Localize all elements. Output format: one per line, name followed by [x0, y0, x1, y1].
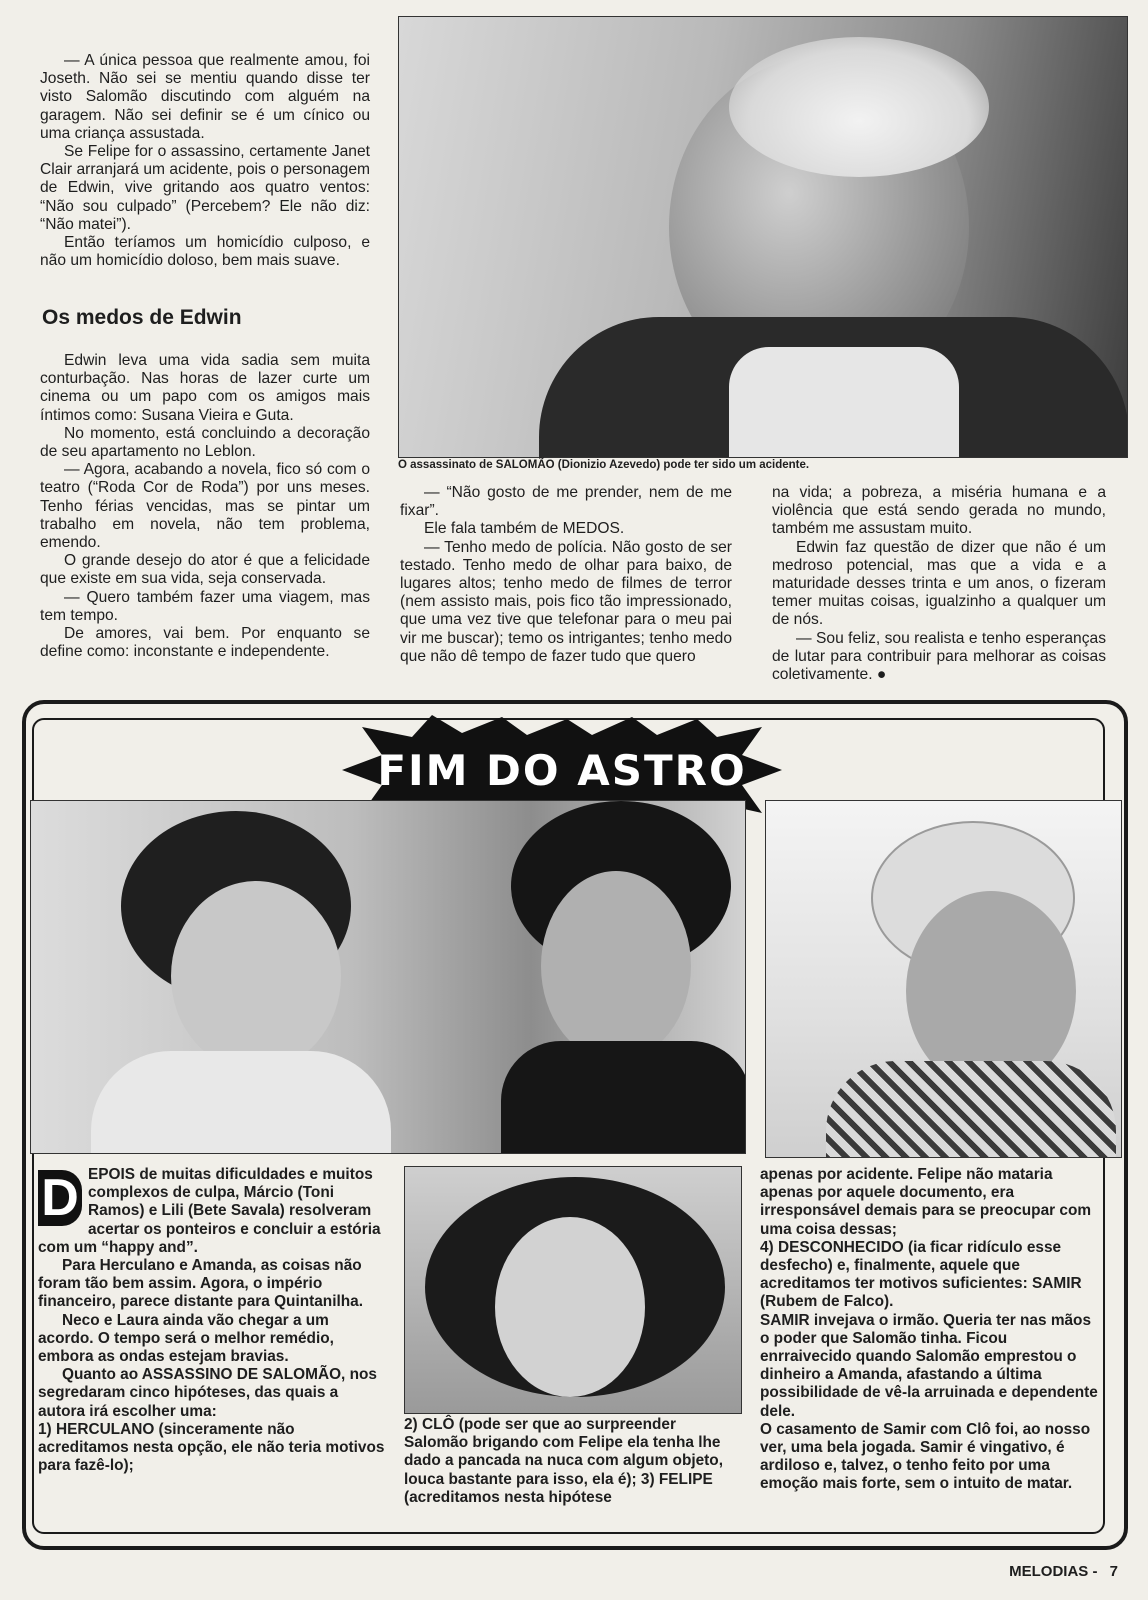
photo-shirt-pattern [826, 1061, 1116, 1158]
opening-text: EPOIS de muitas dificuldades e muitos complexos de culpa, Márcio (Toni Ramos) e Lili (Bete Savala) resolveram acertar os ponteiros e concluir a estória com um “happy and”. [38, 1166, 381, 1256]
article-column-3 [772, 484, 1106, 684]
paragraph: — Quero também fazer uma viagem, mas tem tempo. [40, 588, 370, 624]
photo-man-face [541, 871, 691, 1061]
photo-woman-body [91, 1051, 391, 1154]
paragraph: Para Herculano e Amanda, as coisas não foram tão bem assim. Agora, o império financeiro, parece distante para Quintanilha. [38, 1257, 363, 1311]
paragraph: Edwin faz questão de dizer que não é um medroso potencial, mas que a vida e a maturidade desses trinta e um anos, o fizeram temer muitas coisas, igualzinho a qualquer um de nós. [772, 538, 1106, 629]
paragraph: No momento, está concluindo a decoração de seu apartamento no Leblon. [40, 424, 370, 461]
paragraph: 1) HERCULANO (sinceramente não acreditamos nesta opção, ele não teria motivos para fazê-lo); [38, 1420, 385, 1475]
paragraph: Se Felipe for o assassino, certamente Janet Clair arranjará um acidente, pois o personagem de Edwin, vive gritando aos quatro ventos: “Não sou culpado” (Percebem? Ele não diz: “Não matei”). [40, 143, 370, 233]
section-heading: Os medos de Edwin [42, 306, 242, 329]
paragraph: — “Não gosto de me prender, nem de me fixar”. [400, 484, 732, 520]
article-column-1-body [40, 352, 370, 661]
photo-clo [404, 1166, 742, 1414]
page-number: 7 [1109, 1563, 1118, 1580]
paragraph: Neco e Laura ainda vão chegar a um acordo. O tempo será o melhor remédio, embora as ondas estejam bravias. [38, 1311, 334, 1366]
magazine-name: MELODIAS - [1009, 1563, 1098, 1580]
paragraph: Edwin leva uma vida sadia sem muita conturbação. Nas horas de lazer curte um cinema ou um papo com os amigos mais íntimos como: Susana Vieira e Guta. [40, 352, 370, 424]
feature-column-2 [404, 1416, 744, 1507]
photo-collar-shape [729, 347, 959, 458]
paragraph: Ele fala também de MEDOS. [424, 520, 625, 538]
photo-clo-face [495, 1217, 645, 1397]
photo-caption: O assassinato de SALOMÃO (Dionizio Azevedo) pode ter sido um acidente. [398, 459, 810, 471]
paragraph: apenas por acidente. Felipe não mataria apenas por aquele documento, era irresponsável demais para se preocupar com uma coisa dessas; [760, 1166, 1092, 1238]
paragraph: na vida; a pobreza, a miséria humana e a violência que está sendo gerada no mundo, também me assustam muito. [772, 484, 1106, 538]
photo-samir [765, 800, 1122, 1158]
photo-woman-face [171, 881, 341, 1071]
paragraph: — Sou feliz, sou realista e tenho esperanças de lutar para contribuir para melhorar as coisas coletivamente. ● [772, 629, 1106, 684]
paragraph: Então teríamos um homicídio culposo, e não um homicídio doloso, bem mais suave. [40, 234, 370, 270]
paragraph: 4) DESCONHECIDO (ia ficar ridículo esse desfecho) e, finalmente, aquele que acreditamos ter motivos suficientes: SAMIR (Rubem de Falco). [760, 1238, 1082, 1311]
feature-column-1 [38, 1166, 386, 1475]
paragraph: — A única pessoa que realmente amou, foi Joseth. Não sei se mentiu quando disse ter visto Salomão discutindo com alguém na garagem. Não sei definir se é um cínico ou uma criança assustada. [40, 52, 370, 142]
paragraph: O grande desejo do ator é que a felicidade que existe em sua vida, seja conservada. [40, 552, 370, 588]
paragraph: O casamento de Samir com Clô foi, ao nosso ver, uma bela jogada. Samir é vingativo, é ardiloso e, talvez, o tenho feito por uma emoção mais forte, sem o intuito de matar. [760, 1420, 1091, 1493]
page-footer [1009, 1563, 1118, 1580]
feature-column-3 [760, 1166, 1102, 1494]
photo-salomao-portrait [398, 16, 1128, 458]
photo-hair-shape [729, 37, 989, 177]
photo-marcio-lili [30, 800, 746, 1154]
paragraph: — Agora, acabando a novela, fico só com o teatro (“Roda Cor de Roda”) por uns meses. Tenho férias vencidas, mas se pintar um trabalho em novela, não tem problema, emendo. [40, 461, 370, 552]
article-column-1-intro [40, 52, 370, 270]
paragraph: Quanto ao ASSASSINO DE SALOMÃO, nos segredaram cinco hipóteses, das quais a autora irá escolher uma: [38, 1366, 377, 1420]
article-column-2 [400, 484, 732, 666]
paragraph: — Tenho medo de polícia. Não gosto de ser testado. Tenho medo de olhar para baixo, de lugares altos; tenho medo de filmes de terror (nem assisto mais, pois fico tão impressionado, que uma vez tive que telefonar para o meu pai vir me buscar); temo os intrigantes; tenho medo que não dê tempo de fazer tudo que quero [400, 538, 732, 665]
feature-opening-paragraph [38, 1166, 386, 1257]
drop-cap: D [38, 1170, 82, 1226]
photo-man-body [501, 1041, 746, 1154]
feature-title: FIM DO ASTRO [377, 746, 747, 795]
paragraph: 2) CLÔ (pode ser que ao surpreender Salomão brigando com Felipe ela tenha lhe dado a pancada na nuca com algum objeto, louca bastante para isso, ela é); 3) FELIPE (acreditamos nesta hipótese [404, 1416, 723, 1506]
paragraph: SAMIR invejava o irmão. Queria ter nas mãos o poder que Salomão tinha. Ficou enrraivecido quando Salomão emprestou o dinheiro a Amanda, afastando a última possibilidade de vê-la arruinada e dependente dele. [760, 1311, 1098, 1420]
paragraph: De amores, vai bem. Por enquanto se define como: inconstante e independente. [40, 625, 370, 661]
